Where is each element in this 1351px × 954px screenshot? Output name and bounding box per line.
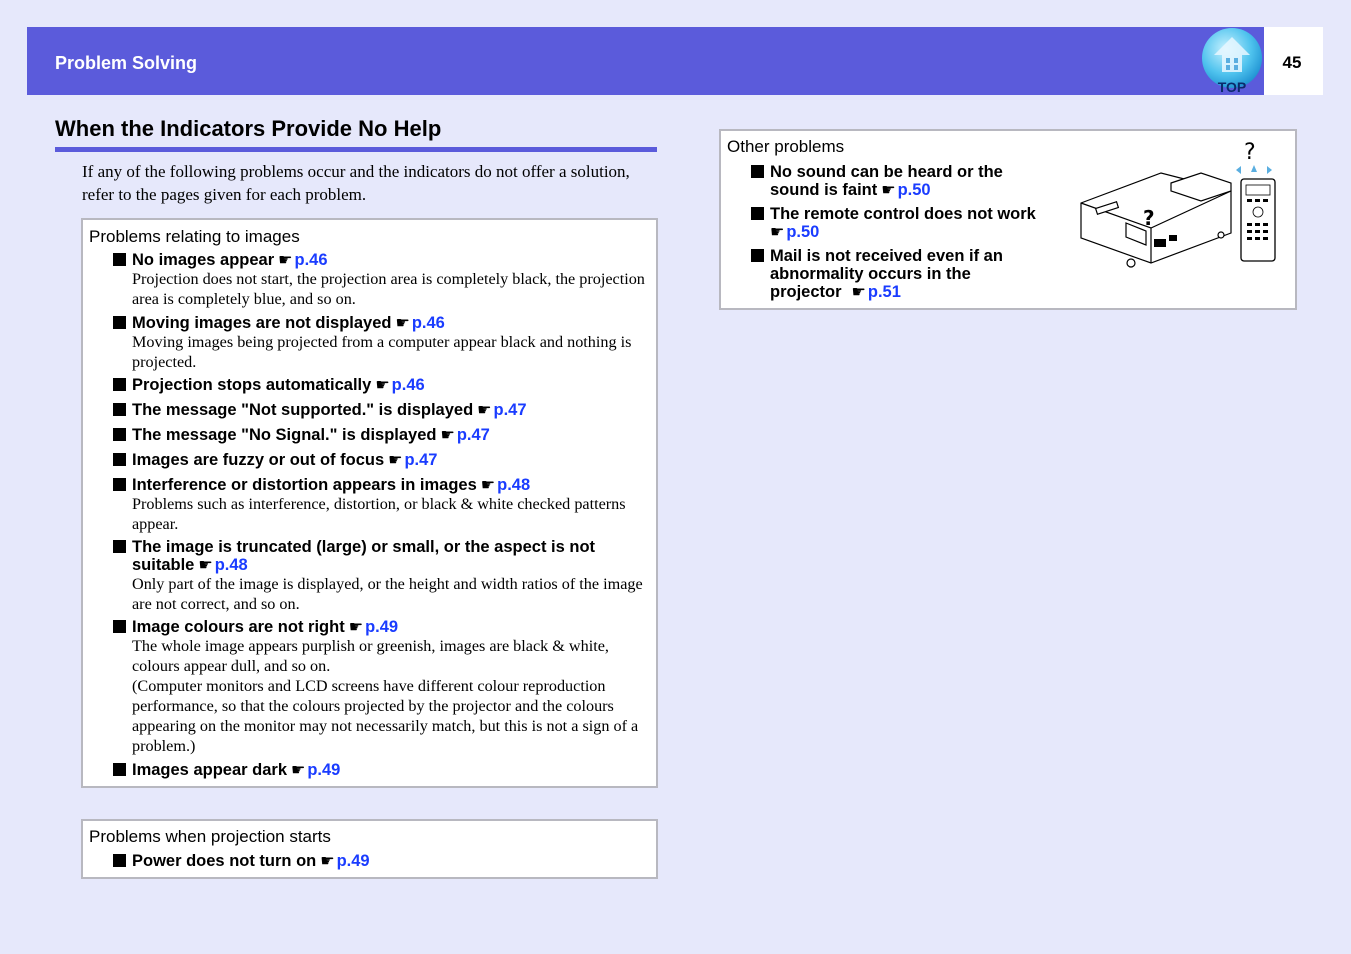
page-link[interactable]: p.48 [214, 556, 248, 574]
header-title: Problem Solving [55, 53, 198, 73]
pointing-hand-icon: ☛ [440, 425, 455, 444]
page-link[interactable]: p.48 [497, 476, 531, 494]
svg-text:?: ? [1143, 206, 1155, 230]
pointing-hand-icon: ☛ [480, 475, 496, 494]
list-item [113, 538, 652, 614]
list-item [113, 426, 490, 444]
list-item [113, 314, 652, 372]
bullet-square-icon [113, 316, 126, 329]
bullet-square-icon [113, 253, 126, 266]
bullet-square-icon [113, 763, 126, 776]
item-title: No images appear [132, 251, 275, 269]
item-title-continued: abnormality occurs in the [770, 265, 971, 283]
bullet-square-icon [113, 620, 126, 633]
title-underline [55, 147, 657, 152]
item-title: The image is truncated (large) or small, or the aspect is not [132, 538, 596, 556]
bullet-square-icon [113, 854, 126, 867]
list-item [113, 376, 425, 394]
top-button[interactable] [1200, 28, 1264, 94]
pointing-hand-icon: ☛ [388, 450, 403, 469]
list-item [113, 451, 438, 469]
bullet-square-icon [113, 478, 126, 491]
page-link[interactable]: p.47 [456, 426, 490, 444]
item-title: Images appear dark [132, 761, 287, 779]
item-title: No sound can be heard or the [770, 163, 1003, 181]
box-heading: Other problems [727, 137, 845, 156]
item-description: Projection does not start, the projection area is completely black, the projection area is completely blue, and so on. [132, 270, 645, 308]
page-link[interactable]: p.49 [336, 852, 370, 870]
page-link[interactable]: p.46 [391, 376, 425, 394]
bullet-square-icon [113, 428, 126, 441]
item-title: Interference or distortion appears in images [132, 476, 477, 494]
page-link[interactable]: p.50 [786, 223, 820, 241]
pointing-hand-icon: ☛ [851, 282, 866, 301]
bullet-square-icon [113, 378, 126, 391]
page-link[interactable]: p.46 [294, 251, 328, 269]
item-title-continued: projector [770, 283, 842, 301]
box-heading: Problems when projection starts [89, 827, 331, 846]
page-link[interactable]: p.49 [365, 618, 399, 636]
bullet-square-icon [113, 453, 126, 466]
bullet-square-icon [113, 403, 126, 416]
list-item [113, 761, 340, 779]
item-title-continued: sound is faint [770, 181, 878, 199]
pointing-hand-icon: ☛ [320, 851, 335, 870]
list-item [751, 205, 1036, 241]
list-item [113, 852, 370, 870]
page-number-box [1264, 27, 1323, 95]
item-title: Moving images are not displayed [132, 314, 392, 332]
projector-illustration [1076, 133, 1286, 273]
item-description: Only part of the image is displayed, or the height and width ratios of the image are not correct, and so on. [132, 575, 643, 613]
item-title: Projection stops automatically [132, 376, 372, 394]
list-item [751, 163, 1003, 199]
box-heading: Problems relating to images [89, 227, 300, 246]
top-button-label: TOP [1217, 79, 1247, 95]
item-description: Moving images being projected from a computer appear black and nothing is projected. [132, 333, 632, 371]
pointing-hand-icon: ☛ [770, 222, 785, 241]
bullet-square-icon [113, 540, 126, 553]
item-description-note: (Computer monitors and LCD screens have different colour reproduction performance, so that the colours projected by the projector and the colours appearing on the monitor may not necessarily match, but this is not a sign of a problem.) [132, 677, 639, 755]
item-title: Power does not turn on [132, 852, 317, 870]
pointing-hand-icon: ☛ [291, 760, 306, 779]
page-link[interactable]: p.51 [867, 283, 901, 301]
page-link[interactable]: p.46 [411, 314, 445, 332]
page-number: 45 [1282, 53, 1302, 72]
pointing-hand-icon: ☛ [881, 180, 896, 199]
item-description: The whole image appears purplish or greenish, images are black & white, colours appear dull, and so on. [132, 637, 609, 675]
list-item [113, 251, 652, 309]
item-title: The message "No Signal." is displayed [132, 426, 437, 444]
list-item [751, 247, 1003, 301]
page-link[interactable]: p.50 [897, 181, 931, 199]
pointing-hand-icon: ☛ [395, 313, 410, 332]
pointing-hand-icon: ☛ [477, 400, 492, 419]
page-link[interactable]: p.47 [493, 401, 527, 419]
intro-paragraph: If any of the following problems occur and the indicators do not offer a solution, refer to the pages given for each problem. [82, 162, 630, 204]
page-link[interactable]: p.47 [404, 451, 438, 469]
bullet-square-icon [751, 207, 764, 220]
header-bar [27, 27, 1264, 95]
item-description: Problems such as interference, distortion, or black & white checked patterns appear. [132, 495, 626, 533]
item-title: Image colours are not right [132, 618, 345, 636]
images-problems-box [81, 218, 658, 788]
other-problems-box [719, 129, 1297, 310]
item-title: Images are fuzzy or out of focus [132, 451, 385, 469]
bullet-square-icon [751, 249, 764, 262]
pointing-hand-icon: ☛ [375, 375, 390, 394]
pointing-hand-icon: ☛ [278, 250, 293, 269]
list-item [113, 401, 527, 419]
bullet-square-icon [751, 165, 764, 178]
page-link[interactable]: p.49 [307, 761, 341, 779]
item-title: The remote control does not work [770, 205, 1036, 223]
pointing-hand-icon: ☛ [198, 555, 213, 574]
item-title: Mail is not received even if an [770, 247, 1003, 265]
item-title: The message "Not supported." is displayed [132, 401, 474, 419]
list-item [113, 476, 652, 534]
question-mark-icon: ? [1244, 140, 1256, 165]
section-title: When the Indicators Provide No Help [55, 116, 442, 141]
remote-control-illustration [1241, 179, 1275, 261]
projection-problems-box [81, 819, 658, 879]
list-item [113, 618, 652, 756]
pointing-hand-icon: ☛ [348, 617, 364, 636]
item-title-continued: suitable [132, 556, 195, 574]
